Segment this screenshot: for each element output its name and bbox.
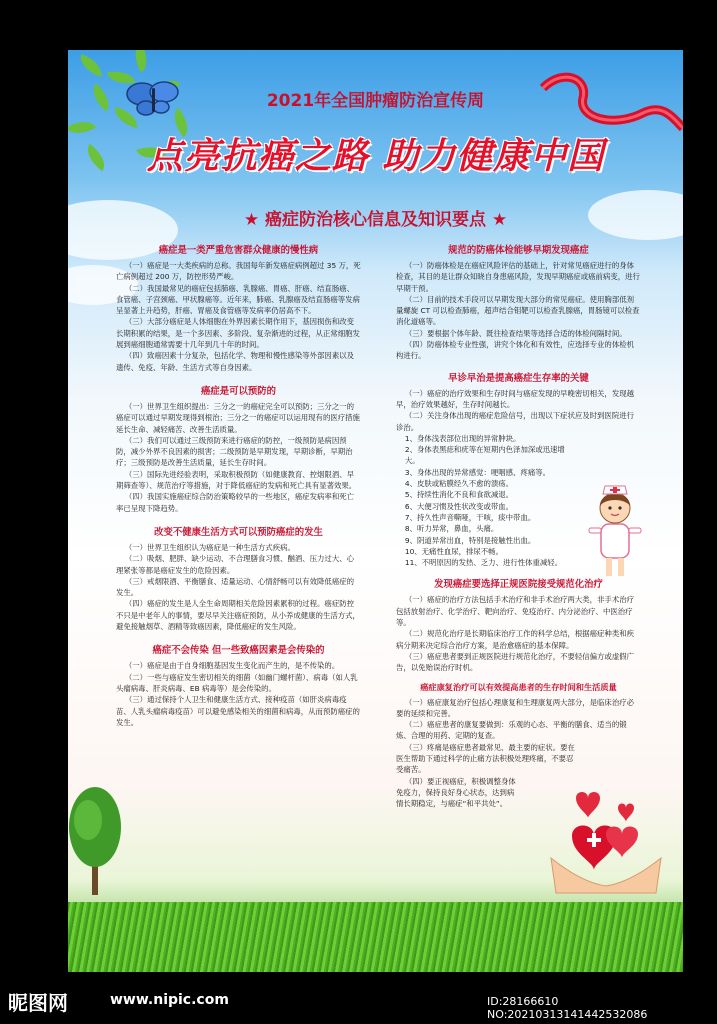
nurse-illustration <box>585 482 645 582</box>
paragraph: （一）世界卫生组织认为癌症是一种生活方式疾病。 <box>124 542 295 552</box>
paragraph: （二）一些与癌症发生密切相关的细菌（如幽门螺杆菌）、病毒（如人乳头瘤病毒、肝炎病毒、EB 病毒等）是会传染的。 <box>116 672 358 693</box>
section-title: 改变不健康生活方式可以预防癌症的发生 <box>154 526 323 538</box>
section-title: 规范的防癌体检能够早期发现癌症 <box>448 245 589 256</box>
section <box>396 576 641 673</box>
paragraph: （四）癌症的发生是人全生命周期相关危险因素累积的过程。癌症防控不只是中老年人的事情，要尽早关注癌症预防，从小养成健康的生活方式，避免接触烟草、酒精等致癌因素，降低癌症的发生风险。 <box>116 599 360 632</box>
paragraph: （三）要根据个体年龄、既往检查结果等选择合适的体检间隔时间。 <box>404 328 627 338</box>
grass-decoration <box>68 902 683 972</box>
paragraph: （二）我们可以通过三级预防来进行癌症的防控，一级预防是病因预防，减少外界不良因素的损害；二级预防是早期发现，早期诊断，早期治疗；三级预防是改善生活质量，延长生存时间。 <box>116 435 353 468</box>
paragraph: （一）世界卫生组织提出：三分之一的癌症完全可以预防；三分之一的癌症可以通过早期发现得到根治；三分之一的癌症可以运用现有的医疗措施延长生命、减轻痛苦、改善生活质量。 <box>116 401 360 434</box>
list-item: 7、持久性声音嘶哑，干咳，痰中带血。 <box>404 512 536 522</box>
paragraph: （一）癌症的治疗方法包括手术治疗和非手术治疗两大类，非手术治疗包括放射治疗、化学治疗、靶向治疗、免疫治疗、内分泌治疗、中医治疗等。 <box>396 595 634 628</box>
section <box>116 242 361 373</box>
list-item: 4、皮肤或粘膜经久不愈的溃疡。 <box>404 479 514 489</box>
watermark-logo: 昵图网 <box>8 991 68 1015</box>
narrow-block <box>396 742 576 776</box>
paragraph: （一）癌症康复治疗包括心理康复和生理康复两大部分，是临床治疗必要的延续和完善。 <box>396 697 634 718</box>
paragraph: （四）防癌体检专业性强，讲究个体化和有效性，应选择专业的体检机构进行。 <box>396 340 634 361</box>
paragraph: （一）癌症是一大类疾病的总称。我国每年新发癌症病例超过 35 万，死亡病例超过 200 万，防控形势严峻。 <box>116 261 361 282</box>
list-item: 9、阴道异常出血，特别是接触性出血。 <box>404 535 536 545</box>
list-item: 5、持续性消化不良和食欲减退。 <box>404 490 514 500</box>
paragraph: （二）吸烟、肥胖、缺少运动、不合理膳食习惯、酗酒、压力过大、心理紧张等都是癌症发生的危险因素。 <box>116 554 354 575</box>
paragraph: （三）癌症患者要到正规医院进行规范化治疗，不要轻信偏方或虚假广告，以免贻误治疗时机。 <box>396 651 634 673</box>
poster <box>68 50 683 972</box>
tree-icon <box>68 785 123 895</box>
paragraph: （四）致癌因素十分复杂，包括化学、物理和慢性感染等外部因素以及遗传、免疫、年龄、生活方式等自身因素。 <box>116 351 354 372</box>
paragraph: （三）国际先进经验表明，采取积极预防（如健康教育、控烟限酒、早期筛查等）、规范治疗等措施，对于降低癌症的发病和死亡具有显著效果。 <box>116 469 357 491</box>
paragraph: （三）疼痛是癌症患者最常见、最主要的症状。要在医生帮助下通过科学的止痛方法积极处理疼痛，不要忍受痛苦。 <box>396 742 575 775</box>
section <box>116 642 361 728</box>
section-title: 癌症是一类严重危害群众健康的慢性病 <box>158 245 319 256</box>
list-item: 11、不明原因的发热、乏力、进行性体重减轻。 <box>404 558 563 568</box>
paragraph: （二）关注身体出现的癌症危险信号，出现以下症状应及时到医院进行诊治。 <box>396 411 634 432</box>
hands-hearts-icon <box>546 778 666 898</box>
section-title: 癌症不会传染 但一些致癌因素是会传染的 <box>152 645 325 657</box>
list-item: 10、无痛性血尿，排尿不畅。 <box>404 546 503 556</box>
slogan: 点亮抗癌之路 助力健康中国 <box>146 136 605 177</box>
paragraph: （三）戒烟限酒、平衡膳食、适量运动、心情舒畅可以有效降低癌症的发生。 <box>116 576 354 598</box>
section <box>116 383 361 514</box>
list-item: 1、身体浅表部位出现的异常肿块。 <box>404 433 521 443</box>
paragraph: （三）通过保持个人卫生和健康生活方式、接种疫苗（如肝炎病毒疫苗、人乳头瘤病毒疫苗）可以避免感染相关的细菌和病毒，从而预防癌症的发生。 <box>116 695 360 727</box>
paragraph: （四）要正视癌症，积极调整身体免疫力，保持良好身心状态，达到病情长期稳定，与癌症“和平共处”。 <box>396 776 516 809</box>
section-title: 癌症是可以预防的 <box>200 385 276 397</box>
year-title: 2021年全国肿瘤防治宣传周 <box>266 91 485 111</box>
list-item: 6、大便习惯及性状改变或带血。 <box>404 501 514 511</box>
paragraph: （四）我国实施癌症综合防治策略较早的一些地区，癌症发病率和死亡率已呈现下降趋势。 <box>116 492 354 513</box>
paragraph: （一）癌症是由于自身细胞基因发生变化而产生的，是不传染的。 <box>124 661 340 671</box>
section <box>396 242 641 362</box>
section-title: 发现癌症要选择正规医院接受规范化治疗 <box>434 579 603 591</box>
left-column <box>116 242 361 728</box>
list-item: 8、听力异常，鼻血，头痛。 <box>404 524 499 534</box>
paragraph: （二）我国最常见的癌症包括肺癌、乳腺癌、胃癌、肝癌、结直肠癌、食管癌、子宫颈癌、甲状腺癌等。近年来，肺癌、乳腺癌及结直肠癌等发病呈显著上升趋势，肝癌、胃癌及食管癌等发病率仍居高不下。 <box>116 283 360 316</box>
subtitle: ★ 癌症防治核心信息及知识要点 ★ <box>243 210 508 230</box>
paragraph: （三）大部分癌症是人体细胞在外界因素长期作用下，基因损伤和改变长期积累的结果，是一个多因素、多阶段、复杂渐进的过程，从正常细胞发展到癌细胞通常需要十几年到几十年的时间。 <box>116 317 360 350</box>
watermark-url: www.nipic.com <box>110 992 229 1008</box>
list-item: 2、身体表黑痣和疣等在短期内色泽加深或迅速增大。 <box>404 445 565 466</box>
section-title: 早诊早治是提高癌症生存率的关键 <box>448 372 589 384</box>
section-title: 癌症康复治疗可以有效提高患者的生存时间和生活质量 <box>420 681 617 692</box>
section <box>116 524 361 632</box>
list-item: 3、身体出现的异常感觉：哽咽感、疼痛等。 <box>404 467 551 477</box>
paragraph: （二）目前的技术手段可以早期发现大部分的常见癌症。使用胸部低剂量螺旋 CT 可以检查肺癌，超声结合钼靶可以检查乳腺癌，胃肠镜可以检查消化道癌等。 <box>396 294 640 327</box>
paragraph: （二）规范化治疗是长期临床治疗工作的科学总结，根据癌症种类和疾病分期来决定综合治疗方案，是治愈癌症的基本保障。 <box>396 629 634 650</box>
symptom-list <box>396 433 571 546</box>
image-id-text: ID:28166610 NO:20210313141442532086 <box>487 995 648 1021</box>
narrow-block <box>396 776 516 810</box>
paragraph: （二）癌症患者的康复要做到：乐观的心态、平衡的膳食、适当的锻炼、合理的用药、定期的复查。 <box>396 720 627 741</box>
paragraph: （一）癌症的治疗效果和生存时间与癌症发现的早晚密切相关，发现越早，治疗效果越好，生存时间越长。 <box>396 388 634 409</box>
paragraph: （一）防癌体检是在癌症风险评估的基础上，针对常见癌症进行的身体检查，其目的是让群众知晓自身患癌风险，发现早期癌症或癌前病变，进行早期干预。 <box>396 261 640 293</box>
